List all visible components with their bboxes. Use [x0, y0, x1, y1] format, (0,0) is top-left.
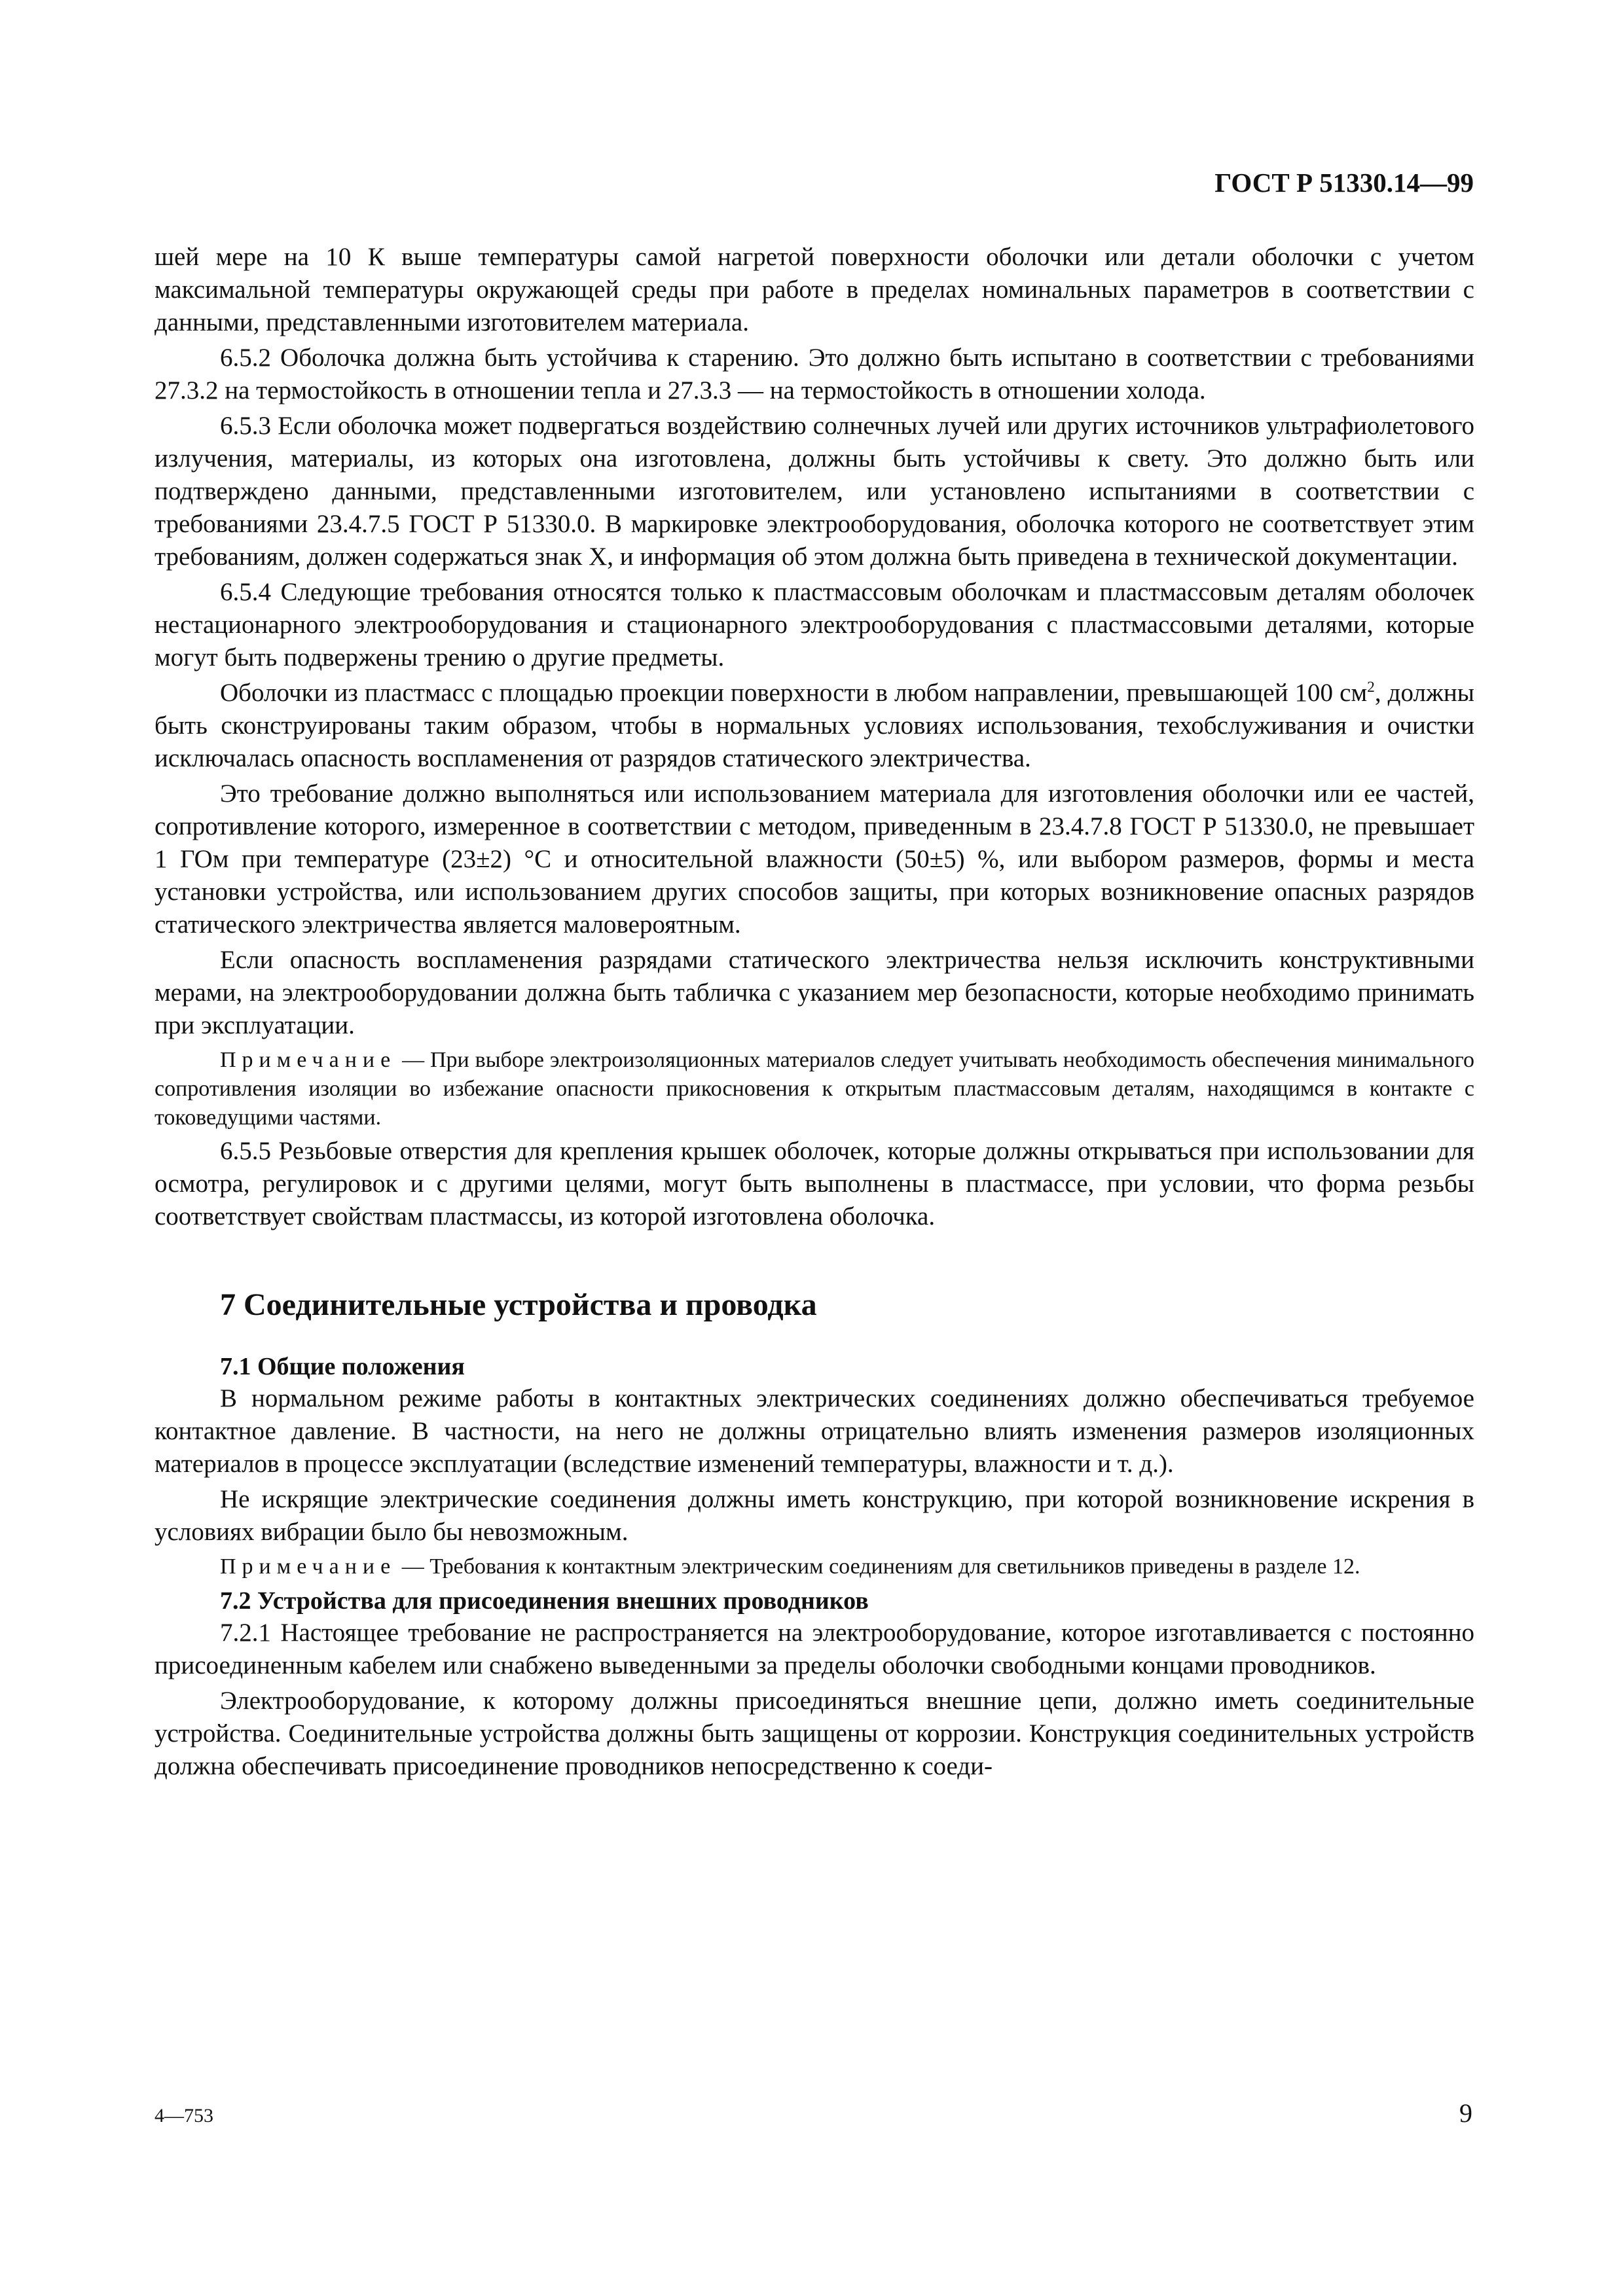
paragraph-7-2-terminals: Электрооборудование, к которому должны присоединяться внешние цепи, должно иметь соединительные устройства. Соединительные устройства должны быть защищены от коррозии. Конструкция соединительных устройств должна обеспечивать присоединение проводников непосредственно к соеди-: [155, 1687, 1474, 1780]
paragraph-6-5-4: 6.5.4 Следующие требования относятся только к пластмассовым оболочкам и пластмассовым деталям оболочек нестационарного электрооборудования и стационарного электрооборудования с пластмассовыми деталями, которые могут быть подвержены трению о другие предметы.: [155, 578, 1474, 672]
paragraph-plastic-area-text: Оболочки из пластмасс с площадью проекции поверхности в любом направлении, превышающей 100 см: [220, 679, 1368, 707]
note-label: Примечание: [220, 1554, 397, 1579]
footer-code: 4—753: [155, 2105, 213, 2126]
paragraph-6-5-5: 6.5.5 Резьбовые отверстия для крепления крышек оболочек, которые должны открываться при использовании для осмотра, регулировок и с другими целями, могут быть выполнены в пластмассе, при условии, что форма резьбы соответствует свойствам пластмассы, из которой изготовлена оболочка.: [155, 1137, 1474, 1230]
paragraph-safety-plate: Если опасность воспламенения разрядами статического электричества нельзя исключить конструктивными мерами, на электрооборудовании должна быть табличка с указанием мер безопасности, которые необходимо принимать при эксплуатации.: [155, 946, 1474, 1039]
paragraph-6-5-2: 6.5.2 Оболочка должна быть устойчива к старению. Это должно быть испытано в соответствии с требованиями 27.3.2 на термостойкость в отношении тепла и 27.3.3 — на термостойкость в отношении холода.: [155, 344, 1474, 404]
paragraph-6-5-3: 6.5.3 Если оболочка может подвергаться воздействию солнечных лучей или других источников ультрафиолетового излучения, материалы, из которых она изготовлена, должны быть устойчивы к свету. Это должно быть или подтверждено данными, представленными изготовителем, или установлено испытаниями в соответствии с требованиями 23.4.7.5 ГОСТ Р 51330.0. В маркировке электрооборудования, оболочка которого не соответствует этим требованиям, должен содержаться знак X, и информация об этом должна быть приведена в технической документации.: [155, 412, 1474, 571]
paragraph-plastic-area-text-2: , должны быть сконструированы таким образом, чтобы в нормальных условиях использования, техобслуживания и очистки исключалась опасность воспламенения от разрядов статического электричества.: [155, 679, 1474, 772]
note-insulation: [155, 1046, 1474, 1132]
paragraph-7-2-1: 7.2.1 Настоящее требование не распространяется на электрооборудование, которое изготавливается с постоянно присоединенным кабелем или снабжено выведенными за пределы оболочки свободными концами проводников.: [155, 1619, 1474, 1679]
paragraph-continued: шей мере на 10 К выше температуры самой нагретой поверхности оболочки или детали оболочки с учетом максимальной температуры окружающей среды при работе в пределах номинальных параметров в соответствии с данными, представленными изготовителем материала.: [155, 243, 1474, 336]
paragraph-plastic-area: [155, 677, 1474, 775]
note-luminaires: [155, 1552, 1474, 1581]
paragraph-7-1-sparking: Не искрящие электрические соединения должны иметь конструкцию, при которой возникновение искрения в условиях вибрации было бы невозможным.: [155, 1485, 1474, 1546]
section-7-title: 7 Соединительные устройства и проводка: [220, 1287, 817, 1322]
page-number: 9: [1459, 2098, 1472, 2128]
subsection-7-2-title: 7.2 Устройства для присоединения внешних проводников: [220, 1587, 869, 1615]
note-text: — Требования к контактным электрическим соединениям для светильников приведены в разделе 12.: [401, 1554, 1360, 1579]
note-text: — При выборе электроизоляционных материалов следует учитывать необходимость обеспечения минимального сопротивления изоляции во избежание опасности прикосновения к открытым пластмассовым деталям, находящимся в контакте с токоведущими частями.: [155, 1048, 1474, 1130]
document-body: [155, 241, 1474, 1783]
document-header: ГОСТ Р 51330.14—99: [1214, 168, 1474, 198]
subsection-7-1-title: 7.1 Общие положения: [220, 1353, 465, 1380]
superscript-2: 2: [1367, 679, 1375, 696]
paragraph-resistance: Это требование должно выполняться или использованием материала для изготовления оболочки или ее частей, сопротивление которого, измеренное в соответствии с методом, приведенным в 23.4.7.8 ГОСТ Р 51330.0, не превышает 1 ГОм при температуре (23±2) °С и относительной влажности (50±5) %, или выбором размеров, формы и места установки устройства, или использованием других способов защиты, при которых возникновение опасных разрядов статического электричества является маловероятным.: [155, 780, 1474, 939]
paragraph-7-1-contact: В нормальном режиме работы в контактных электрических соединениях должно обеспечиваться требуемое контактное давление. В частности, на него не должны отрицательно влиять изменения размеров изоляционных материалов в процессе эксплуатации (вследствие изменений температуры, влажности и т. д.).: [155, 1384, 1474, 1478]
note-label: Примечание: [220, 1048, 397, 1072]
